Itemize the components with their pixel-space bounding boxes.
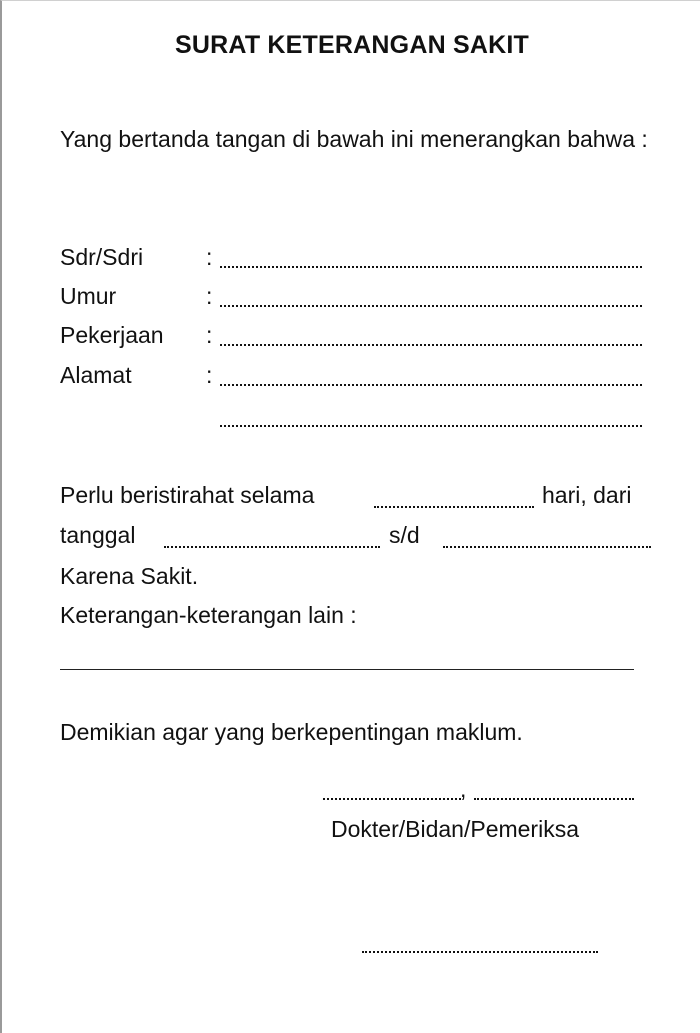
rest-duration-text: Perlu beristirahat selama [60,482,315,508]
field-sdr-sdri [60,244,642,278]
document-title: SURAT KETERANGAN SAKIT [175,31,529,59]
field-alamat [60,362,642,396]
field-colon: : [206,362,213,388]
date-until-blank [443,546,651,548]
intro-paragraph: Yang bertanda tangan di bawah ini menerangkan bahwa : [60,126,648,152]
blank-dotted-line [220,384,642,386]
blank-dotted-line [220,344,642,346]
field-colon: : [206,244,213,270]
field-label: Pekerjaan [60,322,164,348]
signature-blank [362,951,598,953]
date-until-label: s/d [389,522,420,548]
rest-days-suffix: hari, dari [542,482,632,508]
field-pekerjaan [60,322,642,356]
field-label: Alamat [60,362,132,388]
blank-dotted-line [220,266,642,268]
date-from-blank [164,546,380,548]
closing-text: Demikian agar yang berkepentingan maklum. [60,719,523,745]
field-colon: : [206,322,213,348]
other-notes-label: Keterangan-keterangan lain : [60,602,357,628]
blank-dotted-line [220,305,642,307]
place-blank [323,798,461,800]
reason-text: Karena Sakit. [60,563,199,589]
field-colon: : [206,283,213,309]
place-date-separator: , [460,776,467,802]
signer-role: Dokter/Bidan/Pemeriksa [331,816,579,842]
date-from-label: tanggal [60,522,136,548]
field-label: Umur [60,283,117,309]
rest-days-blank [374,506,534,508]
other-notes-line [60,669,634,670]
date-blank [474,798,634,800]
field-label: Sdr/Sdri [60,244,144,270]
field-umur [60,283,642,317]
alamat-second-line [220,425,642,427]
